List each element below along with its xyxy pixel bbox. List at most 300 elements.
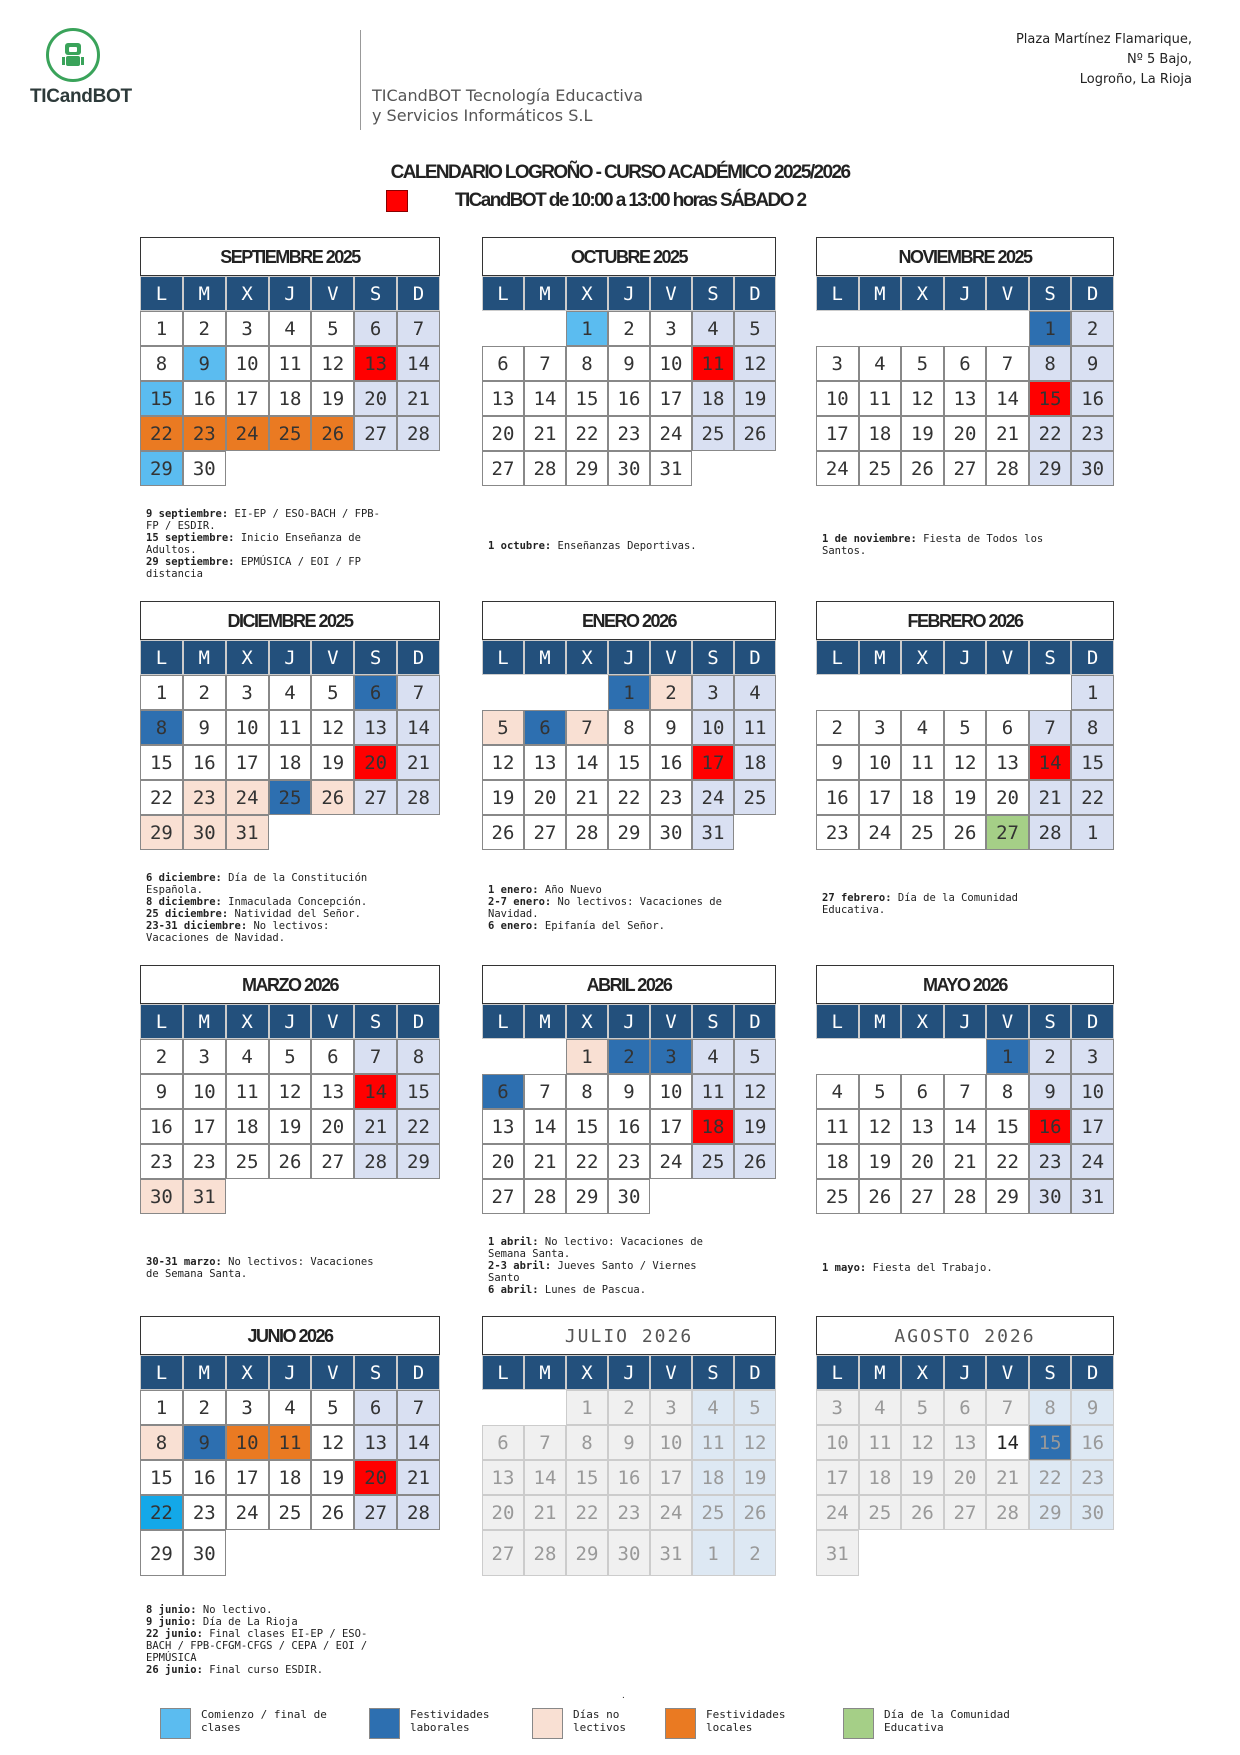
day-cell[interactable]: 18 (226, 1109, 269, 1144)
day-cell[interactable]: 25 (692, 1495, 734, 1530)
day-cell[interactable]: 27 (482, 1530, 524, 1576)
day-cell[interactable]: 5 (311, 311, 354, 346)
day-cell[interactable]: 21 (524, 416, 566, 451)
day-cell[interactable]: 30 (1071, 451, 1114, 486)
day-cell[interactable]: 14 (524, 1109, 566, 1144)
day-cell[interactable]: 23 (140, 1144, 183, 1179)
day-cell[interactable]: 20 (354, 381, 397, 416)
day-cell[interactable]: 4 (692, 1039, 734, 1074)
day-cell[interactable]: 9 (650, 710, 692, 745)
day-cell[interactable]: 14 (566, 745, 608, 780)
day-cell[interactable]: 2 (183, 1390, 226, 1425)
day-cell[interactable]: 22 (397, 1109, 440, 1144)
day-cell[interactable]: 24 (692, 780, 734, 815)
day-cell[interactable]: 16 (650, 745, 692, 780)
day-cell[interactable]: 5 (859, 1074, 902, 1109)
day-cell[interactable]: 17 (226, 1460, 269, 1495)
day-cell[interactable]: 5 (482, 710, 524, 745)
day-cell[interactable]: 18 (692, 1460, 734, 1495)
day-cell[interactable]: 6 (986, 710, 1029, 745)
day-cell[interactable]: 23 (608, 1144, 650, 1179)
day-cell[interactable]: 6 (354, 675, 397, 710)
day-cell[interactable]: 7 (397, 1390, 440, 1425)
day-cell[interactable]: 11 (692, 1425, 734, 1460)
day-cell[interactable]: 1 (566, 1390, 608, 1425)
day-cell[interactable]: 29 (566, 1179, 608, 1214)
day-cell[interactable]: 15 (566, 1460, 608, 1495)
day-cell[interactable]: 24 (226, 780, 269, 815)
day-cell[interactable]: 14 (397, 346, 440, 381)
day-cell[interactable]: 11 (269, 346, 312, 381)
day-cell[interactable]: 9 (1029, 1074, 1072, 1109)
day-cell[interactable]: 20 (354, 745, 397, 780)
day-cell[interactable]: 6 (482, 1074, 524, 1109)
day-cell[interactable]: 19 (482, 780, 524, 815)
day-cell[interactable]: 10 (1071, 1074, 1114, 1109)
day-cell[interactable]: 25 (692, 1144, 734, 1179)
day-cell[interactable]: 3 (1071, 1039, 1114, 1074)
day-cell[interactable]: 23 (650, 780, 692, 815)
day-cell[interactable]: 5 (901, 346, 944, 381)
day-cell[interactable]: 19 (859, 1144, 902, 1179)
day-cell[interactable]: 14 (397, 710, 440, 745)
day-cell[interactable]: 18 (269, 1460, 312, 1495)
day-cell[interactable]: 20 (901, 1144, 944, 1179)
day-cell[interactable]: 7 (1029, 710, 1072, 745)
day-cell[interactable]: 6 (524, 710, 566, 745)
day-cell[interactable]: 8 (397, 1039, 440, 1074)
day-cell[interactable]: 28 (986, 1495, 1029, 1530)
day-cell[interactable]: 15 (1029, 1425, 1072, 1460)
day-cell[interactable]: 30 (183, 815, 226, 850)
day-cell[interactable]: 21 (397, 1460, 440, 1495)
day-cell[interactable]: 25 (901, 815, 944, 850)
day-cell[interactable]: 27 (944, 1495, 987, 1530)
day-cell[interactable]: 7 (986, 1390, 1029, 1425)
day-cell[interactable]: 29 (1029, 1495, 1072, 1530)
day-cell[interactable]: 21 (986, 416, 1029, 451)
day-cell[interactable]: 10 (692, 710, 734, 745)
day-cell[interactable]: 4 (269, 1390, 312, 1425)
day-cell[interactable]: 1 (140, 675, 183, 710)
day-cell[interactable]: 24 (1071, 1144, 1114, 1179)
day-cell[interactable]: 5 (734, 1039, 776, 1074)
day-cell[interactable]: 5 (734, 1390, 776, 1425)
day-cell[interactable]: 28 (944, 1179, 987, 1214)
day-cell[interactable]: 13 (482, 1109, 524, 1144)
day-cell[interactable]: 13 (944, 381, 987, 416)
day-cell[interactable]: 8 (1029, 1390, 1072, 1425)
day-cell[interactable]: 20 (944, 1460, 987, 1495)
day-cell[interactable]: 19 (734, 1109, 776, 1144)
day-cell[interactable]: 23 (183, 780, 226, 815)
day-cell[interactable]: 14 (1029, 745, 1072, 780)
day-cell[interactable]: 1 (566, 311, 608, 346)
day-cell[interactable]: 27 (901, 1179, 944, 1214)
day-cell[interactable]: 12 (311, 1425, 354, 1460)
day-cell[interactable]: 3 (692, 675, 734, 710)
day-cell[interactable]: 5 (944, 710, 987, 745)
day-cell[interactable]: 8 (566, 1425, 608, 1460)
day-cell[interactable]: 10 (226, 1425, 269, 1460)
day-cell[interactable]: 28 (524, 1530, 566, 1576)
day-cell[interactable]: 7 (397, 675, 440, 710)
day-cell[interactable]: 27 (944, 451, 987, 486)
day-cell[interactable]: 2 (608, 1039, 650, 1074)
day-cell[interactable]: 25 (734, 780, 776, 815)
day-cell[interactable]: 9 (140, 1074, 183, 1109)
day-cell[interactable]: 20 (311, 1109, 354, 1144)
day-cell[interactable]: 17 (650, 1460, 692, 1495)
day-cell[interactable]: 12 (734, 1425, 776, 1460)
day-cell[interactable]: 4 (269, 311, 312, 346)
day-cell[interactable]: 29 (1029, 451, 1072, 486)
day-cell[interactable]: 24 (226, 1495, 269, 1530)
day-cell[interactable]: 20 (482, 416, 524, 451)
day-cell[interactable]: 12 (269, 1074, 312, 1109)
day-cell[interactable]: 21 (566, 780, 608, 815)
day-cell[interactable]: 26 (269, 1144, 312, 1179)
day-cell[interactable]: 4 (226, 1039, 269, 1074)
day-cell[interactable]: 25 (692, 416, 734, 451)
day-cell[interactable]: 2 (608, 311, 650, 346)
day-cell[interactable]: 20 (524, 780, 566, 815)
day-cell[interactable]: 9 (183, 1425, 226, 1460)
day-cell[interactable]: 3 (650, 1039, 692, 1074)
day-cell[interactable]: 24 (650, 1495, 692, 1530)
day-cell[interactable]: 3 (650, 311, 692, 346)
day-cell[interactable]: 22 (140, 780, 183, 815)
day-cell[interactable]: 28 (566, 815, 608, 850)
day-cell[interactable]: 10 (859, 745, 902, 780)
day-cell[interactable]: 18 (269, 381, 312, 416)
day-cell[interactable]: 15 (1029, 381, 1072, 416)
day-cell[interactable]: 21 (354, 1109, 397, 1144)
day-cell[interactable]: 19 (901, 1460, 944, 1495)
day-cell[interactable]: 5 (311, 675, 354, 710)
day-cell[interactable]: 29 (397, 1144, 440, 1179)
day-cell[interactable]: 1 (566, 1039, 608, 1074)
day-cell[interactable]: 17 (226, 381, 269, 416)
day-cell[interactable]: 16 (608, 381, 650, 416)
day-cell[interactable]: 16 (1071, 381, 1114, 416)
day-cell[interactable]: 22 (140, 1495, 183, 1530)
day-cell[interactable]: 16 (1029, 1109, 1072, 1144)
day-cell[interactable]: 26 (734, 1144, 776, 1179)
day-cell[interactable]: 25 (269, 780, 312, 815)
day-cell[interactable]: 30 (608, 1179, 650, 1214)
day-cell[interactable]: 20 (482, 1144, 524, 1179)
day-cell[interactable]: 12 (734, 1074, 776, 1109)
day-cell[interactable]: 26 (734, 416, 776, 451)
day-cell[interactable]: 15 (608, 745, 650, 780)
day-cell[interactable]: 11 (692, 1074, 734, 1109)
day-cell[interactable]: 25 (269, 1495, 312, 1530)
day-cell[interactable]: 19 (944, 780, 987, 815)
day-cell[interactable]: 11 (901, 745, 944, 780)
day-cell[interactable]: 21 (986, 1460, 1029, 1495)
day-cell[interactable]: 10 (650, 1074, 692, 1109)
day-cell[interactable]: 26 (901, 1495, 944, 1530)
day-cell[interactable]: 13 (524, 745, 566, 780)
day-cell[interactable]: 19 (734, 381, 776, 416)
day-cell[interactable]: 23 (608, 1495, 650, 1530)
day-cell[interactable]: 3 (816, 1390, 859, 1425)
day-cell[interactable]: 3 (226, 311, 269, 346)
day-cell[interactable]: 24 (226, 416, 269, 451)
day-cell[interactable]: 10 (226, 710, 269, 745)
day-cell[interactable]: 25 (816, 1179, 859, 1214)
day-cell[interactable]: 18 (816, 1144, 859, 1179)
day-cell[interactable]: 30 (1029, 1179, 1072, 1214)
day-cell[interactable]: 30 (183, 451, 226, 486)
day-cell[interactable]: 10 (816, 1425, 859, 1460)
day-cell[interactable]: 22 (608, 780, 650, 815)
day-cell[interactable]: 8 (1071, 710, 1114, 745)
day-cell[interactable]: 23 (183, 416, 226, 451)
day-cell[interactable]: 22 (140, 416, 183, 451)
day-cell[interactable]: 30 (608, 1530, 650, 1576)
day-cell[interactable]: 21 (524, 1144, 566, 1179)
day-cell[interactable]: 31 (650, 451, 692, 486)
day-cell[interactable]: 27 (986, 815, 1029, 850)
day-cell[interactable]: 17 (650, 1109, 692, 1144)
day-cell[interactable]: 9 (1071, 346, 1114, 381)
day-cell[interactable]: 17 (650, 381, 692, 416)
day-cell[interactable]: 1 (1071, 815, 1114, 850)
day-cell[interactable]: 15 (397, 1074, 440, 1109)
day-cell[interactable]: 2 (183, 675, 226, 710)
day-cell[interactable]: 28 (397, 1495, 440, 1530)
day-cell[interactable]: 19 (901, 416, 944, 451)
day-cell[interactable]: 3 (226, 675, 269, 710)
day-cell[interactable]: 28 (524, 451, 566, 486)
day-cell[interactable]: 4 (901, 710, 944, 745)
day-cell[interactable]: 25 (859, 1495, 902, 1530)
day-cell[interactable]: 5 (269, 1039, 312, 1074)
day-cell[interactable]: 2 (734, 1530, 776, 1576)
day-cell[interactable]: 16 (183, 745, 226, 780)
day-cell[interactable]: 17 (859, 780, 902, 815)
day-cell[interactable]: 22 (1071, 780, 1114, 815)
day-cell[interactable]: 13 (944, 1425, 987, 1460)
day-cell[interactable]: 31 (692, 815, 734, 850)
day-cell[interactable]: 12 (734, 346, 776, 381)
day-cell[interactable]: 27 (482, 1179, 524, 1214)
day-cell[interactable]: 28 (524, 1179, 566, 1214)
day-cell[interactable]: 18 (859, 1460, 902, 1495)
day-cell[interactable]: 12 (311, 346, 354, 381)
day-cell[interactable]: 31 (183, 1179, 226, 1214)
day-cell[interactable]: 9 (608, 1425, 650, 1460)
day-cell[interactable]: 7 (524, 1425, 566, 1460)
day-cell[interactable]: 8 (986, 1074, 1029, 1109)
day-cell[interactable]: 4 (734, 675, 776, 710)
day-cell[interactable]: 6 (354, 311, 397, 346)
day-cell[interactable]: 2 (1071, 311, 1114, 346)
day-cell[interactable]: 11 (226, 1074, 269, 1109)
day-cell[interactable]: 26 (734, 1495, 776, 1530)
day-cell[interactable]: 17 (226, 745, 269, 780)
day-cell[interactable]: 1 (986, 1039, 1029, 1074)
day-cell[interactable]: 10 (226, 346, 269, 381)
day-cell[interactable]: 14 (986, 381, 1029, 416)
day-cell[interactable]: 9 (183, 346, 226, 381)
day-cell[interactable]: 1 (140, 1390, 183, 1425)
day-cell[interactable]: 3 (650, 1390, 692, 1425)
day-cell[interactable]: 8 (608, 710, 650, 745)
day-cell[interactable]: 7 (566, 710, 608, 745)
day-cell[interactable]: 8 (1029, 346, 1072, 381)
day-cell[interactable]: 27 (482, 451, 524, 486)
day-cell[interactable]: 2 (816, 710, 859, 745)
day-cell[interactable]: 20 (986, 780, 1029, 815)
day-cell[interactable]: 29 (566, 1530, 608, 1576)
day-cell[interactable]: 16 (608, 1460, 650, 1495)
day-cell[interactable]: 16 (1071, 1425, 1114, 1460)
day-cell[interactable]: 24 (816, 1495, 859, 1530)
day-cell[interactable]: 8 (566, 1074, 608, 1109)
day-cell[interactable]: 3 (183, 1039, 226, 1074)
day-cell[interactable]: 12 (311, 710, 354, 745)
day-cell[interactable]: 27 (354, 780, 397, 815)
day-cell[interactable]: 21 (397, 381, 440, 416)
day-cell[interactable]: 29 (140, 815, 183, 850)
day-cell[interactable]: 25 (859, 451, 902, 486)
day-cell[interactable]: 15 (140, 381, 183, 416)
day-cell[interactable]: 19 (311, 381, 354, 416)
day-cell[interactable]: 22 (566, 1144, 608, 1179)
day-cell[interactable]: 12 (944, 745, 987, 780)
day-cell[interactable]: 18 (734, 745, 776, 780)
day-cell[interactable]: 29 (140, 1530, 183, 1576)
day-cell[interactable]: 16 (140, 1109, 183, 1144)
day-cell[interactable]: 12 (901, 1425, 944, 1460)
day-cell[interactable]: 3 (859, 710, 902, 745)
day-cell[interactable]: 18 (901, 780, 944, 815)
day-cell[interactable]: 8 (140, 710, 183, 745)
day-cell[interactable]: 7 (354, 1039, 397, 1074)
day-cell[interactable]: 15 (566, 1109, 608, 1144)
day-cell[interactable]: 16 (608, 1109, 650, 1144)
day-cell[interactable]: 23 (1071, 416, 1114, 451)
day-cell[interactable]: 23 (183, 1495, 226, 1530)
day-cell[interactable]: 10 (183, 1074, 226, 1109)
day-cell[interactable]: 2 (140, 1039, 183, 1074)
day-cell[interactable]: 4 (692, 311, 734, 346)
day-cell[interactable]: 4 (269, 675, 312, 710)
day-cell[interactable]: 22 (1029, 1460, 1072, 1495)
day-cell[interactable]: 18 (269, 745, 312, 780)
day-cell[interactable]: 26 (311, 780, 354, 815)
day-cell[interactable]: 22 (986, 1144, 1029, 1179)
day-cell[interactable]: 15 (140, 745, 183, 780)
day-cell[interactable]: 20 (482, 1495, 524, 1530)
day-cell[interactable]: 8 (140, 346, 183, 381)
day-cell[interactable]: 6 (311, 1039, 354, 1074)
day-cell[interactable]: 14 (524, 381, 566, 416)
day-cell[interactable]: 26 (311, 1495, 354, 1530)
day-cell[interactable]: 4 (859, 1390, 902, 1425)
day-cell[interactable]: 24 (816, 451, 859, 486)
day-cell[interactable]: 23 (183, 1144, 226, 1179)
day-cell[interactable]: 14 (524, 1460, 566, 1495)
day-cell[interactable]: 26 (482, 815, 524, 850)
day-cell[interactable]: 21 (397, 745, 440, 780)
day-cell[interactable]: 7 (986, 346, 1029, 381)
day-cell[interactable]: 17 (692, 745, 734, 780)
day-cell[interactable]: 3 (816, 346, 859, 381)
day-cell[interactable]: 9 (608, 346, 650, 381)
day-cell[interactable]: 10 (650, 1425, 692, 1460)
day-cell[interactable]: 13 (311, 1074, 354, 1109)
day-cell[interactable]: 28 (397, 780, 440, 815)
day-cell[interactable]: 15 (986, 1109, 1029, 1144)
day-cell[interactable]: 1 (140, 311, 183, 346)
day-cell[interactable]: 6 (482, 1425, 524, 1460)
day-cell[interactable]: 17 (816, 416, 859, 451)
day-cell[interactable]: 18 (859, 416, 902, 451)
day-cell[interactable]: 17 (816, 1460, 859, 1495)
day-cell[interactable]: 30 (608, 451, 650, 486)
day-cell[interactable]: 18 (692, 381, 734, 416)
day-cell[interactable]: 14 (986, 1425, 1029, 1460)
day-cell[interactable]: 5 (901, 1390, 944, 1425)
day-cell[interactable]: 7 (524, 1074, 566, 1109)
day-cell[interactable]: 29 (140, 451, 183, 486)
day-cell[interactable]: 13 (986, 745, 1029, 780)
day-cell[interactable]: 23 (816, 815, 859, 850)
day-cell[interactable]: 14 (944, 1109, 987, 1144)
day-cell[interactable]: 2 (650, 675, 692, 710)
day-cell[interactable]: 13 (482, 1460, 524, 1495)
day-cell[interactable]: 24 (650, 1144, 692, 1179)
day-cell[interactable]: 19 (311, 745, 354, 780)
day-cell[interactable]: 19 (311, 1460, 354, 1495)
day-cell[interactable]: 25 (269, 416, 312, 451)
day-cell[interactable]: 13 (354, 346, 397, 381)
day-cell[interactable]: 21 (1029, 780, 1072, 815)
day-cell[interactable]: 23 (1071, 1460, 1114, 1495)
day-cell[interactable]: 17 (1071, 1109, 1114, 1144)
day-cell[interactable]: 11 (734, 710, 776, 745)
day-cell[interactable]: 9 (1071, 1390, 1114, 1425)
day-cell[interactable]: 1 (692, 1530, 734, 1576)
day-cell[interactable]: 6 (354, 1390, 397, 1425)
day-cell[interactable]: 22 (1029, 416, 1072, 451)
day-cell[interactable]: 1 (1029, 311, 1072, 346)
day-cell[interactable]: 24 (650, 416, 692, 451)
day-cell[interactable]: 29 (608, 815, 650, 850)
day-cell[interactable]: 11 (269, 710, 312, 745)
day-cell[interactable]: 14 (354, 1074, 397, 1109)
day-cell[interactable]: 10 (816, 381, 859, 416)
day-cell[interactable]: 16 (183, 1460, 226, 1495)
day-cell[interactable]: 24 (859, 815, 902, 850)
day-cell[interactable]: 27 (354, 1495, 397, 1530)
day-cell[interactable]: 9 (608, 1074, 650, 1109)
day-cell[interactable]: 26 (311, 416, 354, 451)
day-cell[interactable]: 21 (944, 1144, 987, 1179)
day-cell[interactable]: 17 (183, 1109, 226, 1144)
day-cell[interactable]: 15 (1071, 745, 1114, 780)
day-cell[interactable]: 2 (608, 1390, 650, 1425)
day-cell[interactable]: 31 (650, 1530, 692, 1576)
day-cell[interactable]: 9 (183, 710, 226, 745)
day-cell[interactable]: 28 (986, 451, 1029, 486)
day-cell[interactable]: 5 (311, 1390, 354, 1425)
day-cell[interactable]: 26 (901, 451, 944, 486)
